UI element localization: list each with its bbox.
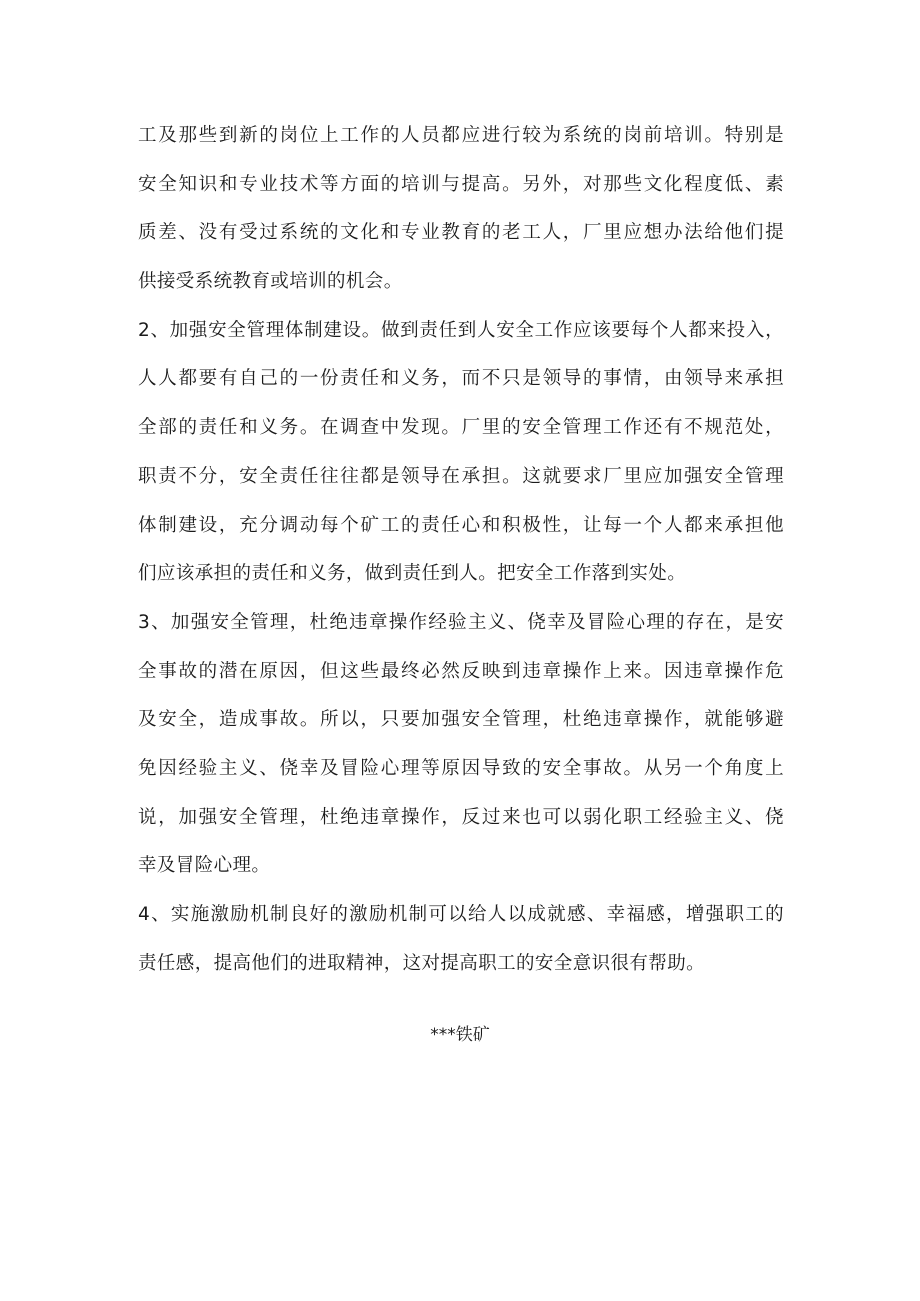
signature: ***铁矿 [430, 1025, 490, 1045]
text-line: 幸及冒险心理。 [138, 855, 271, 877]
text-line: 人人都要有自己的一份责任和义务，而不只是领导的事情，由领导来承担 [138, 368, 784, 390]
text-line: 及安全，造成事故。所以，只要加强安全管理，杜绝违章操作，就能够避 [138, 709, 784, 731]
text-line: 安全知识和专业技术等方面的培训与提高。另外，对那些文化程度低、素 [138, 173, 784, 195]
text-line: 供接受系统教育或培训的机会。 [138, 271, 403, 293]
text-line: 4、实施激励机制良好的激励机制可以给人以成就感、幸福感，增强职工的 [138, 904, 784, 925]
text-line: 说，加强安全管理，杜绝违章操作，反过来也可以弱化职工经验主义、侥 [138, 806, 784, 828]
text-line: 免因经验主义、侥幸及冒险心理等原因导致的安全事故。从另一个角度上 [138, 757, 784, 779]
text-line: 全事故的潜在原因，但这些最终必然反映到违章操作上来。因违章操作危 [138, 660, 784, 682]
text-line: 们应该承担的责任和义务，做到责任到人。把安全工作落到实处。 [138, 563, 687, 585]
text-line: 工及那些到新的岗位上工作的人员都应进行较为系统的岗前培训。特别是 [138, 125, 784, 146]
text-line: 2、加强安全管理体制建设。做到责任到人安全工作应该要每个人都来投入， [138, 319, 784, 341]
document-body [138, 112, 784, 988]
text-line: 体制建设，充分调动每个矿工的责任心和积极性，让每一个人都来承担他 [138, 514, 784, 536]
text-line: 职责不分，安全责任往往都是领导在承担。这就要求厂里应加强安全管理 [138, 465, 784, 487]
text-line: 质差、没有受过系统的文化和专业教育的老工人，厂里应想办法给他们提 [138, 222, 784, 244]
text-line: 3、加强安全管理，杜绝违章操作经验主义、侥幸及冒险心理的存在，是安 [138, 611, 784, 633]
text-line: 全部的责任和义务。在调查中发现。厂里的安全管理工作还有不规范处， [138, 417, 784, 439]
text-line: 责任感，提高他们的进取精神，这对提高职工的安全意识很有帮助。 [138, 952, 706, 974]
